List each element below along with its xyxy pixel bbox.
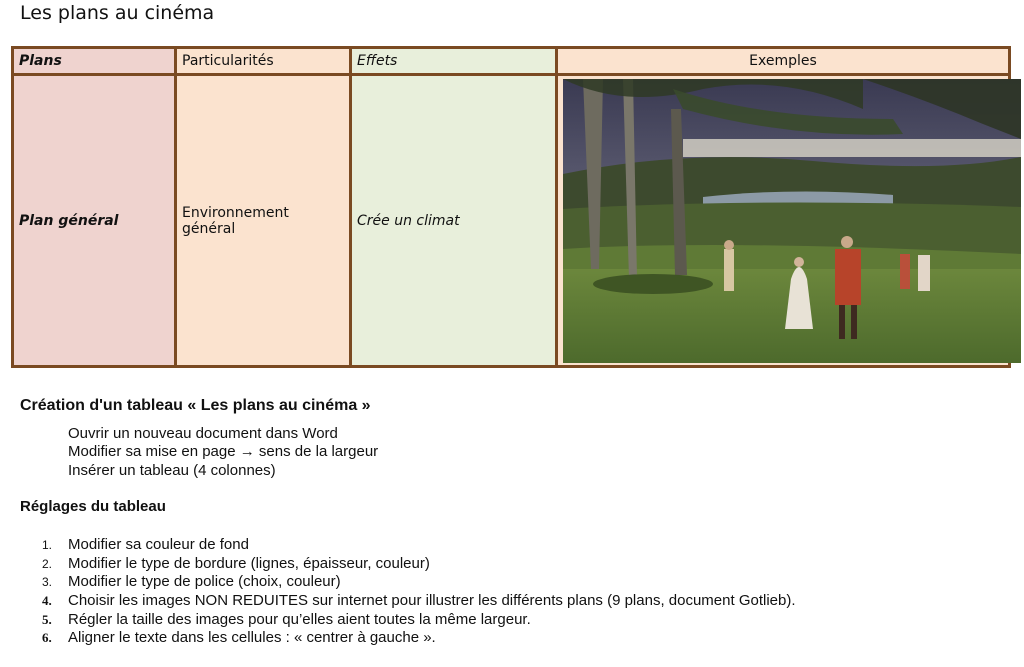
film-still-image: [563, 79, 1021, 363]
list-text: Régler la taille des images pour qu’elles aient toutes la même largeur.: [68, 611, 531, 628]
section-reglages-heading: Réglages du tableau: [20, 498, 166, 515]
list-number: 3.: [42, 575, 53, 589]
instruction-line: Ouvrir un nouveau document dans Word: [68, 425, 338, 442]
table-header-row: [13, 48, 1010, 75]
cell-exemples: [557, 75, 1010, 367]
page-title: Les plans au cinéma: [20, 2, 215, 24]
list-text: Modifier le type de bordure (lignes, épaisseur, couleur): [68, 555, 430, 572]
section-creation-heading: Création d'un tableau « Les plans au cinéma »: [20, 397, 371, 414]
header-particularites: Particularités: [176, 48, 351, 75]
list-number: 2.: [42, 557, 53, 571]
list-number: 4.: [42, 593, 52, 608]
list-number: 6.: [42, 630, 52, 645]
header-effets: Effets: [351, 48, 557, 75]
cell-effets: Crée un climat: [351, 75, 557, 367]
list-text: Modifier le type de police (choix, couleur): [68, 573, 341, 590]
table-row: [13, 75, 1010, 367]
plans-table: [11, 46, 1011, 368]
cell-particularites: Environnement général: [176, 75, 351, 367]
list-text: Modifier sa couleur de fond: [68, 536, 249, 553]
list-text: Choisir les images NON REDUITES sur internet pour illustrer les différents plans (9 plans, document Gotlieb).: [68, 592, 796, 609]
list-number: 5.: [42, 612, 52, 627]
instruction-line: Modifier sa mise en page → sens de la largeur: [68, 443, 379, 460]
list-text: Aligner le texte dans les cellules : « centrer à gauche ».: [68, 629, 436, 646]
list-number: 1.: [42, 538, 53, 552]
header-exemples: Exemples: [557, 48, 1010, 75]
cell-plan: Plan général: [13, 75, 176, 367]
instruction-line: Insérer un tableau (4 colonnes): [68, 462, 276, 479]
header-plans: Plans: [13, 48, 176, 75]
